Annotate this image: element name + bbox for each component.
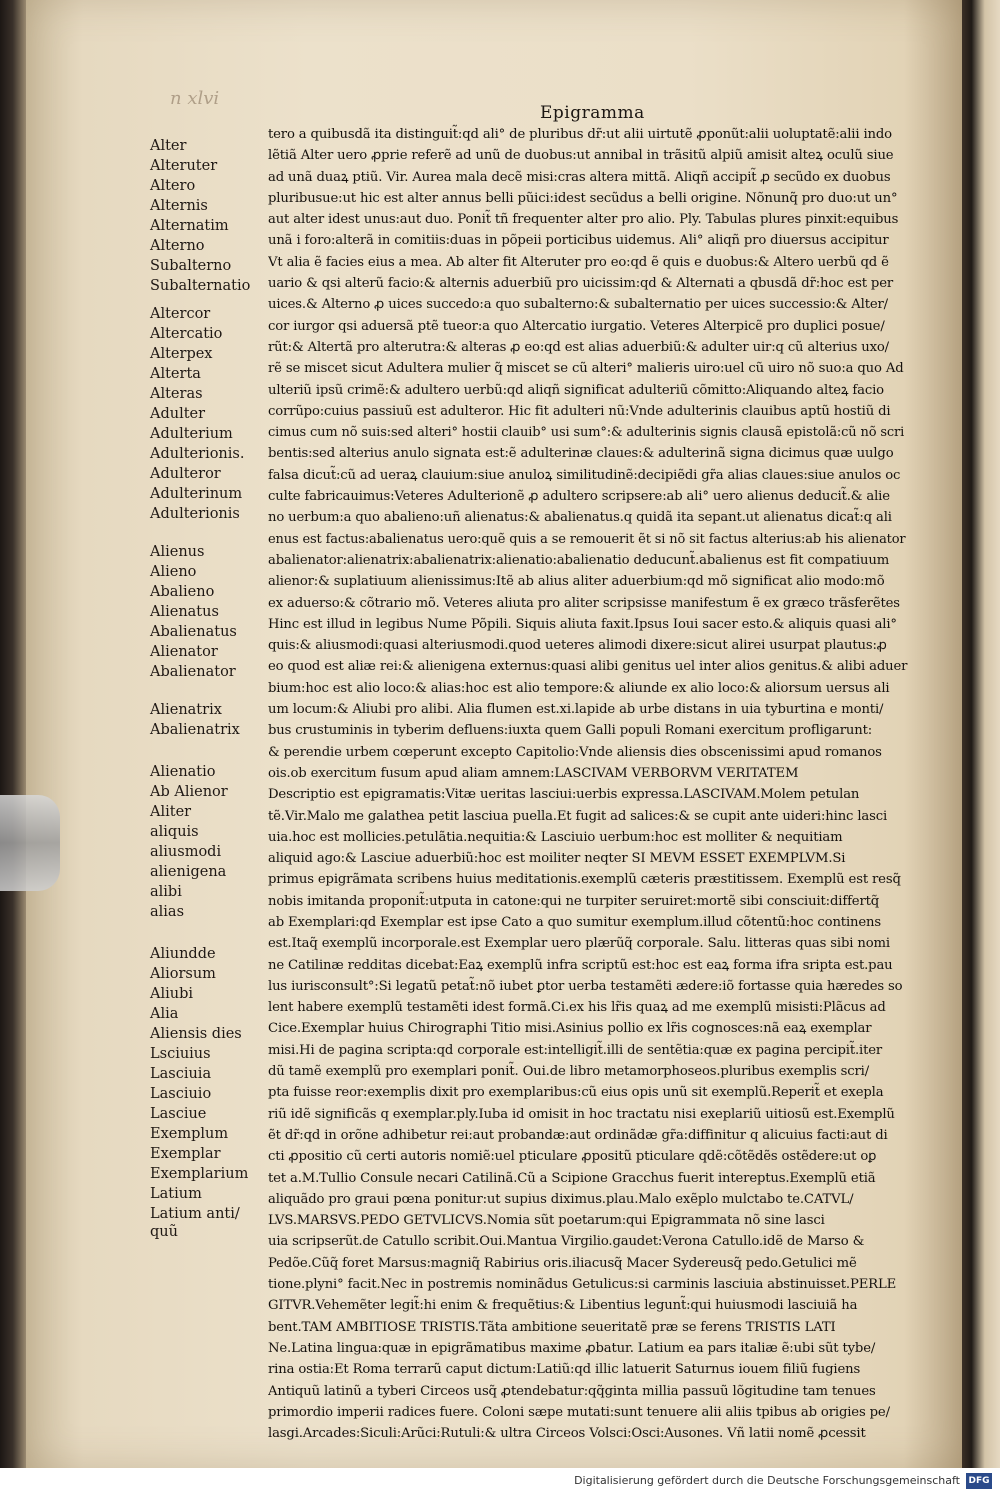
text-line: LVS.MARSVS.PEDO GETVLICVS.Nomia sũt poetarum:qui Epigrammata nõ sine lasci: [268, 1213, 825, 1229]
marginal-note: Exemplar: [150, 1146, 221, 1162]
text-line: nobis imitanda proponit̃:utputa in catone:qui ne turpiter seruiret:mortẽ sibi consciuit:differtq̃: [268, 893, 880, 909]
page-clip: [0, 795, 60, 891]
text-line: enus est factus:abalienatus uero:quẽ quis a se remouerit ẽt si nõ sit factus alterius:ab his alienator: [268, 531, 906, 547]
marginal-note: Lasciuia: [150, 1066, 212, 1082]
text-line: bentis:sed alterius anulo signata est:ẽ adulterinæ claues:& adulterinã signa dicimus quæ uulgo: [268, 446, 894, 462]
marginal-note: Adulterionis: [150, 506, 240, 522]
marginal-note: Alternis: [150, 198, 208, 214]
marginal-note: Alienatus: [150, 604, 219, 620]
marginal-note: Adulterium: [150, 426, 233, 442]
marginal-note: Lasciue: [150, 1106, 207, 1122]
marginal-note: alienigena: [150, 864, 227, 880]
text-line: est.Itaq̃ exemplũ incorporale.est Exemplar uero plærũq̃ corporale. Salu. litteras quas sibi nomi: [268, 936, 890, 952]
main-text-block: [268, 124, 912, 1444]
marginal-note: Ab Alienor: [150, 784, 228, 800]
text-line: tero a quibusdã ita distinguit̃:qd ali° de pluribus dr̃:ut alii uirtutẽ ꝓponũt:alii uoluptatẽ:alii indo: [268, 127, 892, 142]
marginal-note: Adulterionis.: [150, 446, 245, 462]
marginal-note: Alienatio: [150, 764, 216, 780]
text-line: abalienator:alienatrix:abalienatrix:alienatio:abalienatio deducunt̃.abalienus est fit compatiuum: [268, 552, 890, 568]
dfg-logo: DFG: [966, 1473, 992, 1489]
text-line: corrũpo:cuius passiuũ est adulteror. Hic fit adulteri nũ:Vnde adulterinis clauibus aptũ hostiũ di: [268, 403, 891, 419]
marginal-note: Adulter: [150, 406, 206, 422]
marginal-note: Altercor: [150, 306, 211, 322]
text-line: lus iurisconsult°:Si legatũ petat̃:nõ iubet ꝑtor uerba testamẽti ædere:iõ fortasse quia hæredes so: [268, 978, 903, 994]
text-line: tione.plyni° facit.Nec in postremis nominãdus Getulicus:si carminis lasciuia abstinuisset.PERLE: [268, 1277, 897, 1293]
marginal-note: Alienatrix: [150, 702, 222, 718]
text-line: GITVR.Vehemẽter legit̃:hi enim & frequẽtius:& Libentius legunt̃:qui huiusmodi lasciuiã ha: [268, 1298, 858, 1314]
text-line: Descriptio est epigramatis:Vitæ ueritas lasciui:uerbis expressa.LASCIVAM.Molem petulan: [268, 787, 860, 803]
marginal-note: alias: [150, 904, 185, 920]
text-line: Antiquũ latinũ a tyberi Circeos usq̃ ꝓtendebatur:qq̃ginta millia passuũ lõgitudine tam tenues: [268, 1383, 876, 1399]
marginal-note: Latium anti/: [150, 1206, 240, 1222]
text-line: Cice.Exemplar huius Chirographi Titio misi.Asinius pollio ex lr̃is cognosces:nã eaꝝ exemplar: [268, 1021, 872, 1037]
marginal-note: Exemplum: [150, 1126, 229, 1142]
text-line: & perendie urbem cœperunt excepto Capitolio:Vnde aliensis dies obscenissimi apud romanos: [268, 744, 882, 760]
marginal-note: Altercatio: [150, 326, 223, 342]
text-line: quis:& aliusmodi:quasi alteriusmodi.quod ueteres alimodi dixere:sicut alirei usurpat plautus:ꝓ: [268, 638, 887, 654]
text-line: aliquid ago:& Lasciue aduerbiũ:hoc est moiliter neqter SI MEVM ESSET EXEMPLVM.Si: [268, 851, 846, 867]
marginal-note: Exemplarium: [150, 1166, 249, 1182]
marginal-note: Abalienator: [150, 664, 236, 680]
text-line: pta fuisse reor:exemplis dixit pro exemplaribus:cũ eius opis unũ sit exemplũ.Reperit̃ et exepla: [268, 1085, 884, 1101]
text-line: Ne.Latina lingua:quæ in epigrãmatibus maxime ꝓbatur. Latium ea pars italiæ ẽ:ubi sũt tybe/: [268, 1340, 876, 1356]
marginal-note: Abalienatrix: [150, 722, 240, 738]
marginal-note: Latium: [150, 1186, 202, 1202]
text-line: tẽ.Vir.Malo me galathea petit lasciua puella.Et fugit ad salices:& se cupit ante uideri:hinc lasci: [268, 808, 888, 824]
text-line: misi.Hi de pagina scripta:qd corporale est:intelligit̃.illi de sentẽtia:quæ ex pagina percipit̃.iter: [268, 1042, 883, 1058]
marginal-note: Alterta: [150, 366, 201, 382]
text-line: dũ tamẽ exemplũ pro exemplari ponit̃. Oui.de libro metamorphoseos.pluribus exemplis scri/: [268, 1064, 870, 1080]
marginal-note: Aliter: [150, 804, 192, 820]
marginal-note: quũ: [150, 1224, 178, 1240]
marginal-note: Alteras: [150, 386, 203, 402]
text-line: Hinc est illud in legibus Nume Põpili. Siquis aliuta faxit.Ipsus Ioui sacer esto.& aliquis quasi ali°: [268, 616, 897, 632]
text-line: primordio imperii radices fuere. Coloni sæpe mutati:sunt tenuere alii aliis tpibus ab origies pe/: [268, 1404, 890, 1420]
text-line: cimus cum nõ suis:sed alteri° hostii clauib° usi sum°:& adulterinis signis clausã epistolã:cũ nõ scri: [268, 425, 905, 441]
text-line: ulteriũ ipsũ crimẽ:& adultero uerbũ:qd aliqñ significat adulteriũ cõmitto:Aliquando alteꝝ facio: [268, 382, 884, 398]
text-line: Vt alia ẽ facies eius a mea. Ab alter fit Alteruter pro eo:qd ẽ quis e duobus:& Altero uerbũ qd ẽ: [268, 254, 889, 270]
text-line: cti ꝓpositio cũ certi autoris nomiẽ:uel pticulare ꝓpositũ pticulare qdẽ:cõtẽdẽs ostẽdere:ut oꝑ: [268, 1149, 877, 1165]
marginal-note: Adulterinum: [150, 486, 243, 502]
text-line: tet a.M.Tullio Consule necari Catilinã.Cũ a Scipione Gracchus fuerit intereptus.Exemplũ etiã: [268, 1170, 876, 1186]
marginal-note: Lasciuio: [150, 1086, 212, 1102]
marginal-note: Lsciuius: [150, 1046, 211, 1062]
footer-bar: [0, 1468, 1000, 1496]
marginal-note: Alia: [150, 1006, 179, 1022]
marginal-note: Aliorsum: [150, 966, 216, 982]
text-line: uario & qsi alterũ facio:& alternis aduerbiũ pro uicissim:qd & Alternati a qbusdã dr̃:hoc est per: [268, 276, 894, 292]
marginal-note: aliquis: [150, 824, 199, 840]
text-line: alienor:& suplatiuum alienissimus:Itẽ ab alius aliter aduerbium:qd mõ significat alio modo:mõ: [268, 574, 885, 590]
text-line: no uerbum:a quo abalieno:uñ alienatus:& abalienatus.q quidã ita sepant.ut alienatus dicat̃:q ali: [268, 510, 892, 526]
text-line: ad unã duaꝝ ptiũ. Vir. Aurea mala decẽ misi:cras altera mittã. Aliqñ accipit̃ ꝓ secũdo ex duobus: [268, 169, 891, 185]
text-line: aut alter idest unus:aut duo. Ponit̃ tñ frequenter alter pro alio. Ply. Tabulas plures pinxit:equibus: [268, 212, 899, 228]
text-line: um locum:& Aliubi pro alibi. Alia flumen est.xi.lapide ab urbe distans in uia tyburtina e monti/: [268, 702, 884, 718]
running-title: Epigramma: [540, 103, 645, 123]
text-line: uia.hoc est mollicies.petulãtia.nequitia:& Lasciuio uerbum:hoc est molliter & nequitiam: [268, 829, 843, 845]
footer-credit: Digitalisierung gefördert durch die Deutsche Forschungsgemeinschaft: [574, 1474, 960, 1487]
text-line: uia scripserũt.de Catullo scribit.Oui.Mantua Virgilio.gaudet:Verona Catullo.idẽ de Marso &: [268, 1234, 865, 1250]
text-line: lent habere exemplũ testamẽti idest formã.Ci.ex his lr̃is quaꝝ ad me exemplũ misisti:Plãcus ad: [268, 1000, 886, 1016]
marginal-note: aliusmodi: [150, 844, 222, 860]
text-line: bium:hoc est alio loco:& alias:hoc est alio tempore:& aliunde ex alio loco:& aliorsum uersus ali: [268, 680, 890, 696]
marginal-note: Aliensis dies: [150, 1026, 242, 1042]
text-line: bent.TAM AMBITIOSE TRISTIS.Tãta ambitione seueritatẽ præ se ferens TRISTIS LATI: [268, 1319, 836, 1335]
text-line: falsa dicut̃:cũ ad ueraꝝ clauium:siue anuloꝝ similitudinẽ:decipiẽdi gr̃a alias claues:siue anulos oc: [268, 467, 901, 483]
marginal-note: Alternatim: [150, 218, 229, 234]
text-line: culte fabricauimus:Veteres Adulterionẽ ꝓ adultero scripsere:ab ali° uero alienus deducit̃.& alie: [268, 489, 890, 505]
marginal-note: Abalieno: [150, 584, 215, 600]
facing-page-edge: [962, 0, 1000, 1468]
text-line: ne Catilinæ redditas dicebat:Eaꝝ exemplũ infra scriptũ est:hoc est eaꝝ forma ifra sripta est.pau: [268, 957, 893, 973]
marginal-note: Alteruter: [150, 158, 218, 174]
marginal-note: alibi: [150, 884, 182, 900]
text-line: bus crustuminis in tyberim defluens:iuxta quem Galli populi Romani exercitum profligarunt:: [268, 723, 873, 739]
text-line: uices.& Alterno ꝓ uices succedo:a quo subalterno:& subalternatio per uices successio:& Alter/: [268, 297, 888, 313]
marginal-note: Alterpex: [150, 346, 213, 362]
text-line: primus epigrãmata scribens huius meditationis.exemplũ cæteris præstitissem. Exemplũ est resq̃: [268, 872, 901, 888]
foliation-mark: n xlvi: [170, 88, 220, 109]
marginal-note: Altero: [150, 178, 196, 194]
text-line: lẽtiã Alter uero ꝓprie referẽ ad unũ de duobus:ut annibal in trãsitũ alpiũ amisit alteꝝ oculũ siue: [268, 148, 894, 164]
marginal-note: Alieno: [150, 564, 197, 580]
text-line: pluribusue:ut hic est alter annus belli pũici:idest secũdus a belli origine. Nõnunq̃ pro duo:ut un°: [268, 190, 898, 206]
text-line: rũt:& Altertã pro alterutra:& alteras ꝓ eo:qd est alias aduerbiũ:& adulter uir:q cũ alterius uxo/: [268, 339, 889, 355]
text-line: riũ idẽ significãs q exemplar.ply.Iuba id omisit in hoc tractatu nisi exeplariũ uitiosũ est.Exemplũ: [268, 1106, 895, 1122]
text-line: eo quod est aliæ rei:& alienigena externus:quasi alibi genitus uel inter alios genitus.& alibi aduer: [268, 659, 908, 675]
text-line: ab Exemplari:qd Exemplar est ipse Cato a quo sumitur exemplum.illud cõtentũ:hoc continens: [268, 914, 881, 930]
marginal-note: Alterno: [150, 238, 205, 254]
text-line: ois.ob exercitum fusum apud aliam amnem:LASCIVAM VERBORVM VERITATEM: [268, 765, 799, 781]
marginal-note: Adulteror: [150, 466, 221, 482]
marginal-note: Alienus: [150, 544, 205, 560]
text-line: unã i foro:alterã in comitiis:duas in põpeii porticibus uidemus. Ali° aliqñ pro diuersus accipitur: [268, 233, 889, 249]
text-line: ẽt dr̃:qd in orõne adhibetur rei:aut probandæ:aut ordinãdæ gr̃a:diffinitur q alicuius facti:aut di: [268, 1127, 888, 1143]
marginal-note: Alienator: [150, 644, 218, 660]
text-line: rina ostia:Et Roma terrarũ caput dictum:Latiũ:qd illic latuerit Saturnus iouem filiũ fugiens: [268, 1362, 861, 1378]
marginal-note: Alter: [150, 138, 187, 154]
marginal-note: Subalterno: [150, 258, 232, 274]
text-line: rẽ se miscet sicut Adultera mulier q̃ miscet se cũ alteri° malieris uiro:uel cũ uiro nõ suo:a quo Ad: [268, 361, 904, 377]
marginal-note: Subalternatio: [150, 278, 251, 294]
marginal-note: Aliubi: [150, 986, 194, 1002]
text-line: lasgi.Arcades:Siculi:Arũci:Rutuli:& ultra Circeos Volsci:Osci:Ausones. Vñ latii nomẽ ꝓcessit: [268, 1426, 866, 1442]
text-line: aliquãdo pro graui pœna ponitur:ut supius diximus.plau.Malo exẽplo mulctabo te.CATVL/: [268, 1191, 854, 1207]
marginal-note: Aliundde: [150, 946, 216, 962]
text-line: ex aduerso:& cõtrario mõ. Veteres aliuta pro aliter scripsisse manifestum ẽ ex græco trãsferẽtes: [268, 595, 900, 611]
marginal-note: Abalienatus: [150, 624, 237, 640]
text-line: cor iurgor qsi aduersã ptẽ tueor:a quo Altercatio iurgatio. Veteres Alterpicẽ pro duplici posue/: [268, 318, 885, 334]
text-line: Pedõe.Cũq̃ foret Marsus:magniq̃ Rabirius oris.iliacusq̃ Macer Sydereusq̃ pedo.Getulici mẽ: [268, 1255, 857, 1271]
